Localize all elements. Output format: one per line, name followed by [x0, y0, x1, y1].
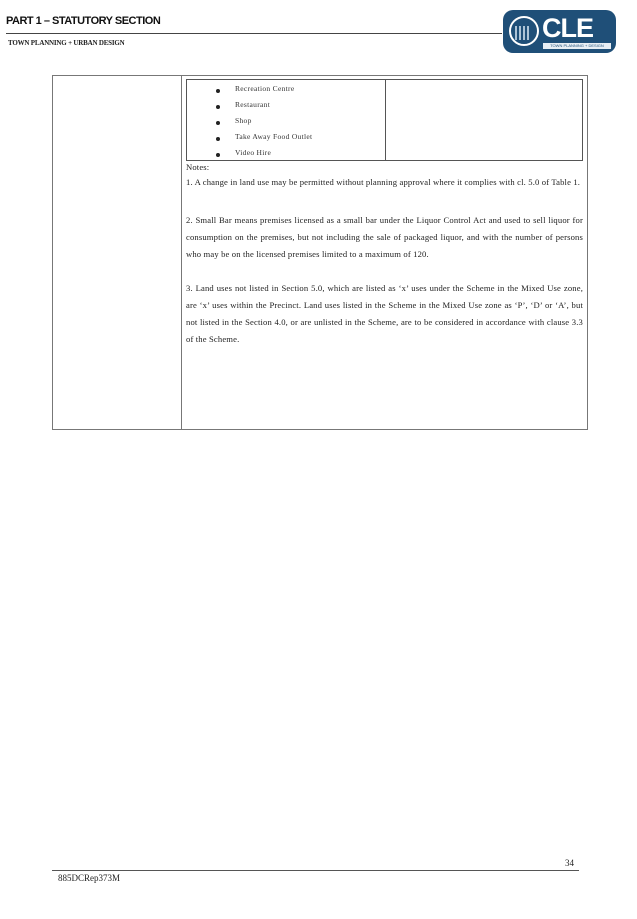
notes-label: Notes:	[186, 162, 210, 172]
bullet-icon	[216, 121, 220, 125]
cle-logo	[503, 10, 616, 53]
bullet-icon	[216, 89, 220, 93]
land-use-label: Take Away Food Outlet	[235, 132, 313, 141]
note-paragraph: 2. Small Bar means premises licensed as a small bar under the Liquor Control Act and used to sell liquor for consumption on the premises, but not including the sale of packaged liquor, and with the number of persons who may be on the licensed premises limited to a maximum of 120.	[186, 215, 583, 259]
land-use-subtable	[186, 79, 583, 161]
land-use-label: Video Hire	[235, 148, 272, 157]
table-column-divider	[181, 76, 182, 429]
land-use-label: Restaurant	[235, 100, 271, 109]
footer-divider	[52, 870, 579, 871]
land-use-label: Shop	[235, 116, 252, 125]
bullet-icon	[216, 105, 220, 109]
document-reference: 885DCRep373M	[58, 873, 121, 883]
bullet-icon	[216, 153, 220, 157]
page-number: 34	[565, 858, 574, 868]
bullet-icon	[216, 137, 220, 141]
section-subtitle: TOWN PLANNING + URBAN DESIGN	[8, 39, 125, 47]
note-paragraph: 3. Land uses not listed in Section 5.0, which are listed as ‘x’ uses under the Scheme in the Mixed Use zone, are ‘x’ uses within the Precinct. Land uses listed in the Scheme in the Mixed Use zone as ‘P’, ‘D’ or ‘A’, but not listed in the Section 4.0, or are unlisted in the Scheme, are to be considered in accordance with clause 3.3 of the Scheme.	[186, 283, 583, 344]
header-divider	[6, 33, 502, 34]
land-use-table	[52, 75, 588, 430]
section-title: PART 1 – STATUTORY SECTION	[6, 15, 161, 27]
note-paragraph: 1. A change in land use may be permitted without planning approval where it complies with cl. 5.0 of Table 1.	[186, 177, 581, 187]
logo-text: CLE	[542, 13, 593, 43]
logo-tagline: TOWN PLANNING + DESIGN	[543, 43, 611, 49]
subtable-column-divider	[385, 80, 386, 160]
land-use-label: Recreation Centre	[235, 84, 295, 93]
building-icon	[515, 26, 531, 40]
